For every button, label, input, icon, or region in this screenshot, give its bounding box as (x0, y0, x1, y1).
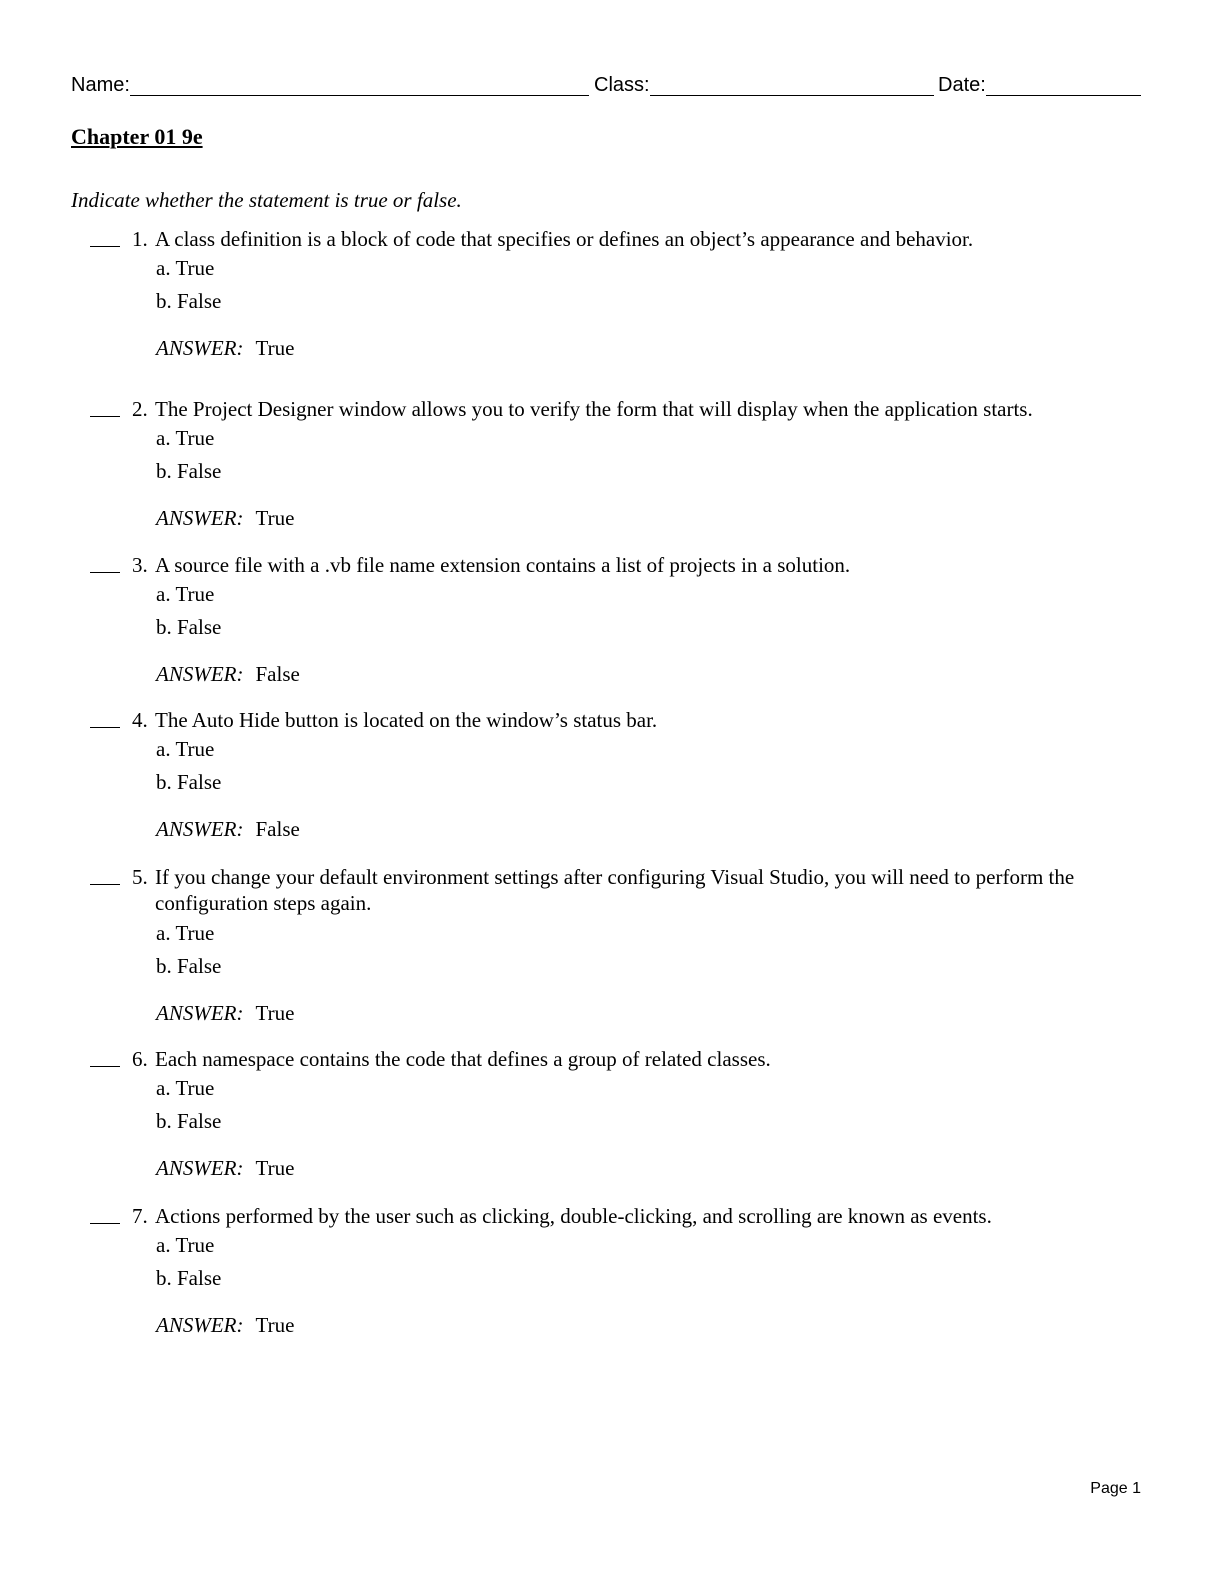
class-label: Class: (594, 74, 650, 96)
option-false: b. False (156, 459, 222, 483)
answer-value: True (255, 336, 295, 360)
answer-label: ANSWER: (156, 1001, 244, 1025)
question-number: 2. (132, 397, 148, 421)
question-number: 6. (132, 1047, 148, 1071)
option-true: a. True (156, 582, 215, 606)
option-true: a. True (156, 256, 215, 280)
option-false: b. False (156, 1109, 222, 1133)
name-line[interactable] (130, 73, 589, 96)
option-false: b. False (156, 1266, 222, 1290)
answer-value: False (255, 817, 300, 841)
option-true: a. True (156, 921, 215, 945)
class-field[interactable] (594, 70, 934, 96)
answer-line (156, 505, 294, 531)
question-text: Each namespace contains the code that defines a group of related classes. (155, 1047, 771, 1071)
name-label: Name: (71, 74, 130, 96)
question-number: 7. (132, 1204, 148, 1228)
answer-blank[interactable] (90, 707, 120, 728)
answer-line (156, 1312, 294, 1338)
answer-line (156, 816, 300, 842)
date-line[interactable] (986, 73, 1141, 96)
name-field[interactable] (71, 70, 589, 96)
question-text: If you change your default environment settings after configuring Visual Studio, you will need to perform the configuration steps again. (155, 865, 1075, 915)
answer-line (156, 1155, 294, 1181)
date-field[interactable] (938, 70, 1141, 96)
answer-blank[interactable] (90, 864, 120, 885)
question-number: 3. (132, 553, 148, 577)
question-text: The Project Designer window allows you to verify the form that will display when the application starts. (155, 397, 1033, 421)
class-line[interactable] (650, 73, 934, 96)
header-fields (71, 70, 1141, 98)
answer-blank[interactable] (90, 552, 120, 573)
answer-line (156, 335, 294, 361)
answer-blank[interactable] (90, 1203, 120, 1224)
question-number: 4. (132, 708, 148, 732)
page-number: Page 1 (1090, 1480, 1141, 1497)
question-number: 5. (132, 865, 148, 889)
answer-label: ANSWER: (156, 817, 244, 841)
date-label: Date: (938, 74, 986, 96)
answer-line (156, 661, 300, 687)
answer-line (156, 1000, 294, 1026)
answer-blank[interactable] (90, 396, 120, 417)
option-false: b. False (156, 615, 222, 639)
answer-blank[interactable] (90, 226, 120, 247)
instructions: Indicate whether the statement is true or false. (71, 188, 462, 212)
option-false: b. False (156, 289, 222, 313)
answer-label: ANSWER: (156, 662, 244, 686)
answer-value: True (255, 1313, 295, 1337)
question-number: 1. (132, 227, 148, 251)
answer-value: True (255, 1156, 295, 1180)
answer-label: ANSWER: (156, 336, 244, 360)
question-text: A source file with a .vb file name extension contains a list of projects in a solution. (155, 553, 851, 577)
question-text: Actions performed by the user such as clicking, double-clicking, and scrolling are known as events. (155, 1204, 992, 1228)
answer-blank[interactable] (90, 1046, 120, 1067)
option-true: a. True (156, 1233, 215, 1257)
answer-value: False (255, 662, 300, 686)
answer-value: True (255, 1001, 295, 1025)
option-true: a. True (156, 1076, 215, 1100)
answer-label: ANSWER: (156, 506, 244, 530)
chapter-title: Chapter 01 9e (71, 124, 203, 149)
question-text: The Auto Hide button is located on the window’s status bar. (155, 708, 658, 732)
option-true: a. True (156, 426, 215, 450)
option-false: b. False (156, 770, 222, 794)
question-text: A class definition is a block of code that specifies or defines an object’s appearance and behavior. (155, 227, 974, 251)
option-true: a. True (156, 737, 215, 761)
answer-value: True (255, 506, 295, 530)
option-false: b. False (156, 954, 222, 978)
answer-label: ANSWER: (156, 1156, 244, 1180)
answer-label: ANSWER: (156, 1313, 244, 1337)
